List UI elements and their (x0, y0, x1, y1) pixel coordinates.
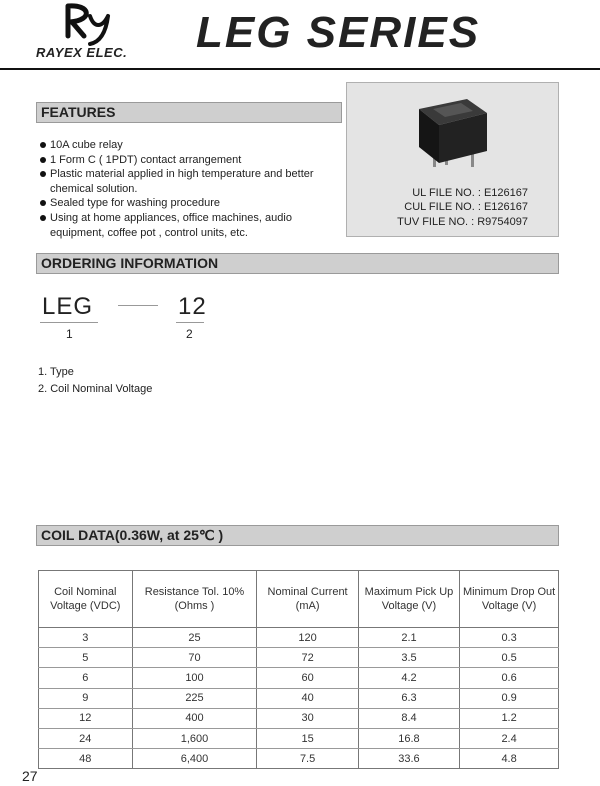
cell-resistance: 6,400 (132, 749, 257, 769)
cell-pickup: 6.3 (358, 688, 459, 708)
ry-logo-icon (60, 2, 140, 46)
cell-voltage: 3 (39, 628, 133, 648)
table-row (39, 728, 559, 748)
cell-current: 120 (257, 628, 358, 648)
cell-voltage: 5 (39, 648, 133, 668)
cell-dropout: 2.4 (460, 728, 559, 748)
cell-current: 40 (257, 688, 358, 708)
cell-dropout: 0.5 (460, 648, 559, 668)
header-pickup-voltage: Maximum Pick Up Voltage (V) (358, 571, 459, 628)
cell-pickup: 33.6 (358, 749, 459, 769)
table-row (39, 749, 559, 769)
cul-file-number: CUL FILE NO. : E126167 (404, 201, 528, 214)
feature-item: 1 Form C ( 1PDT) contact arrangement (38, 153, 338, 168)
header-dropout-voltage: Minimum Drop Out Voltage (V) (460, 571, 559, 628)
cell-dropout: 4.8 (460, 749, 559, 769)
order-underline (176, 322, 204, 323)
table-row (39, 628, 559, 648)
table-row (39, 688, 559, 708)
order-index-1: 1 (66, 327, 73, 341)
cell-resistance: 1,600 (132, 728, 257, 748)
cell-resistance: 100 (132, 668, 257, 688)
feature-item: Plastic material applied in high temperature and better chemical solution. (38, 167, 338, 196)
header-divider (0, 68, 600, 70)
page-number: 27 (22, 768, 38, 784)
header-resistance: Resistance Tol. 10% (Ohms ) (132, 571, 257, 628)
product-photo-panel (346, 82, 559, 237)
cell-current: 30 (257, 708, 358, 728)
cell-current: 60 (257, 668, 358, 688)
cell-dropout: 1.2 (460, 708, 559, 728)
features-heading: FEATURES (36, 102, 342, 123)
cell-resistance: 225 (132, 688, 257, 708)
ordering-heading: ORDERING INFORMATION (36, 253, 559, 274)
relay-image (415, 91, 491, 181)
cell-voltage: 9 (39, 688, 133, 708)
cell-voltage: 48 (39, 749, 133, 769)
company-logo (30, 2, 170, 64)
cell-dropout: 0.6 (460, 668, 559, 688)
ordering-notes (38, 364, 152, 398)
table-row (39, 648, 559, 668)
coil-data-table (38, 570, 559, 769)
header-nominal-current: Nominal Current (mA) (257, 571, 358, 628)
page-title: LEG SERIES (196, 8, 481, 57)
cell-voltage: 12 (39, 708, 133, 728)
coil-data-heading: COIL DATA(0.36W, at 25℃ ) (36, 525, 559, 546)
feature-item: 10A cube relay (38, 138, 338, 153)
cell-dropout: 0.3 (460, 628, 559, 648)
cell-resistance: 400 (132, 708, 257, 728)
cell-pickup: 2.1 (358, 628, 459, 648)
cell-resistance: 70 (132, 648, 257, 668)
order-code-type: LEG (42, 293, 94, 320)
table-header-row (39, 571, 559, 628)
note-type: 1. Type (38, 366, 74, 378)
cell-dropout: 0.9 (460, 688, 559, 708)
note-coil-voltage: 2. Coil Nominal Voltage (38, 383, 153, 395)
logo-text: RAYEX ELEC. (36, 45, 128, 60)
cell-pickup: 16.8 (358, 728, 459, 748)
cell-pickup: 8.4 (358, 708, 459, 728)
ul-file-number: UL FILE NO. : E126167 (412, 187, 528, 199)
feature-item: Using at home appliances, office machines, audio equipment, coffee pot , control units, etc. (38, 211, 338, 240)
features-list (38, 138, 338, 240)
table-row (39, 668, 559, 688)
cell-resistance: 25 (132, 628, 257, 648)
cell-pickup: 4.2 (358, 668, 459, 688)
cell-voltage: 6 (39, 668, 133, 688)
cell-current: 72 (257, 648, 358, 668)
table-row (39, 708, 559, 728)
cell-pickup: 3.5 (358, 648, 459, 668)
order-separator (118, 305, 158, 306)
cell-voltage: 24 (39, 728, 133, 748)
feature-item: Sealed type for washing procedure (38, 196, 338, 211)
certification-list (397, 186, 528, 229)
order-index-2: 2 (186, 327, 193, 341)
order-code-voltage: 12 (178, 293, 207, 320)
tuv-file-number: TUV FILE NO. : R9754097 (397, 215, 528, 228)
order-underline (40, 322, 98, 323)
cell-current: 15 (257, 728, 358, 748)
header-coil-voltage: Coil Nominal Voltage (VDC) (39, 571, 133, 628)
cell-current: 7.5 (257, 749, 358, 769)
